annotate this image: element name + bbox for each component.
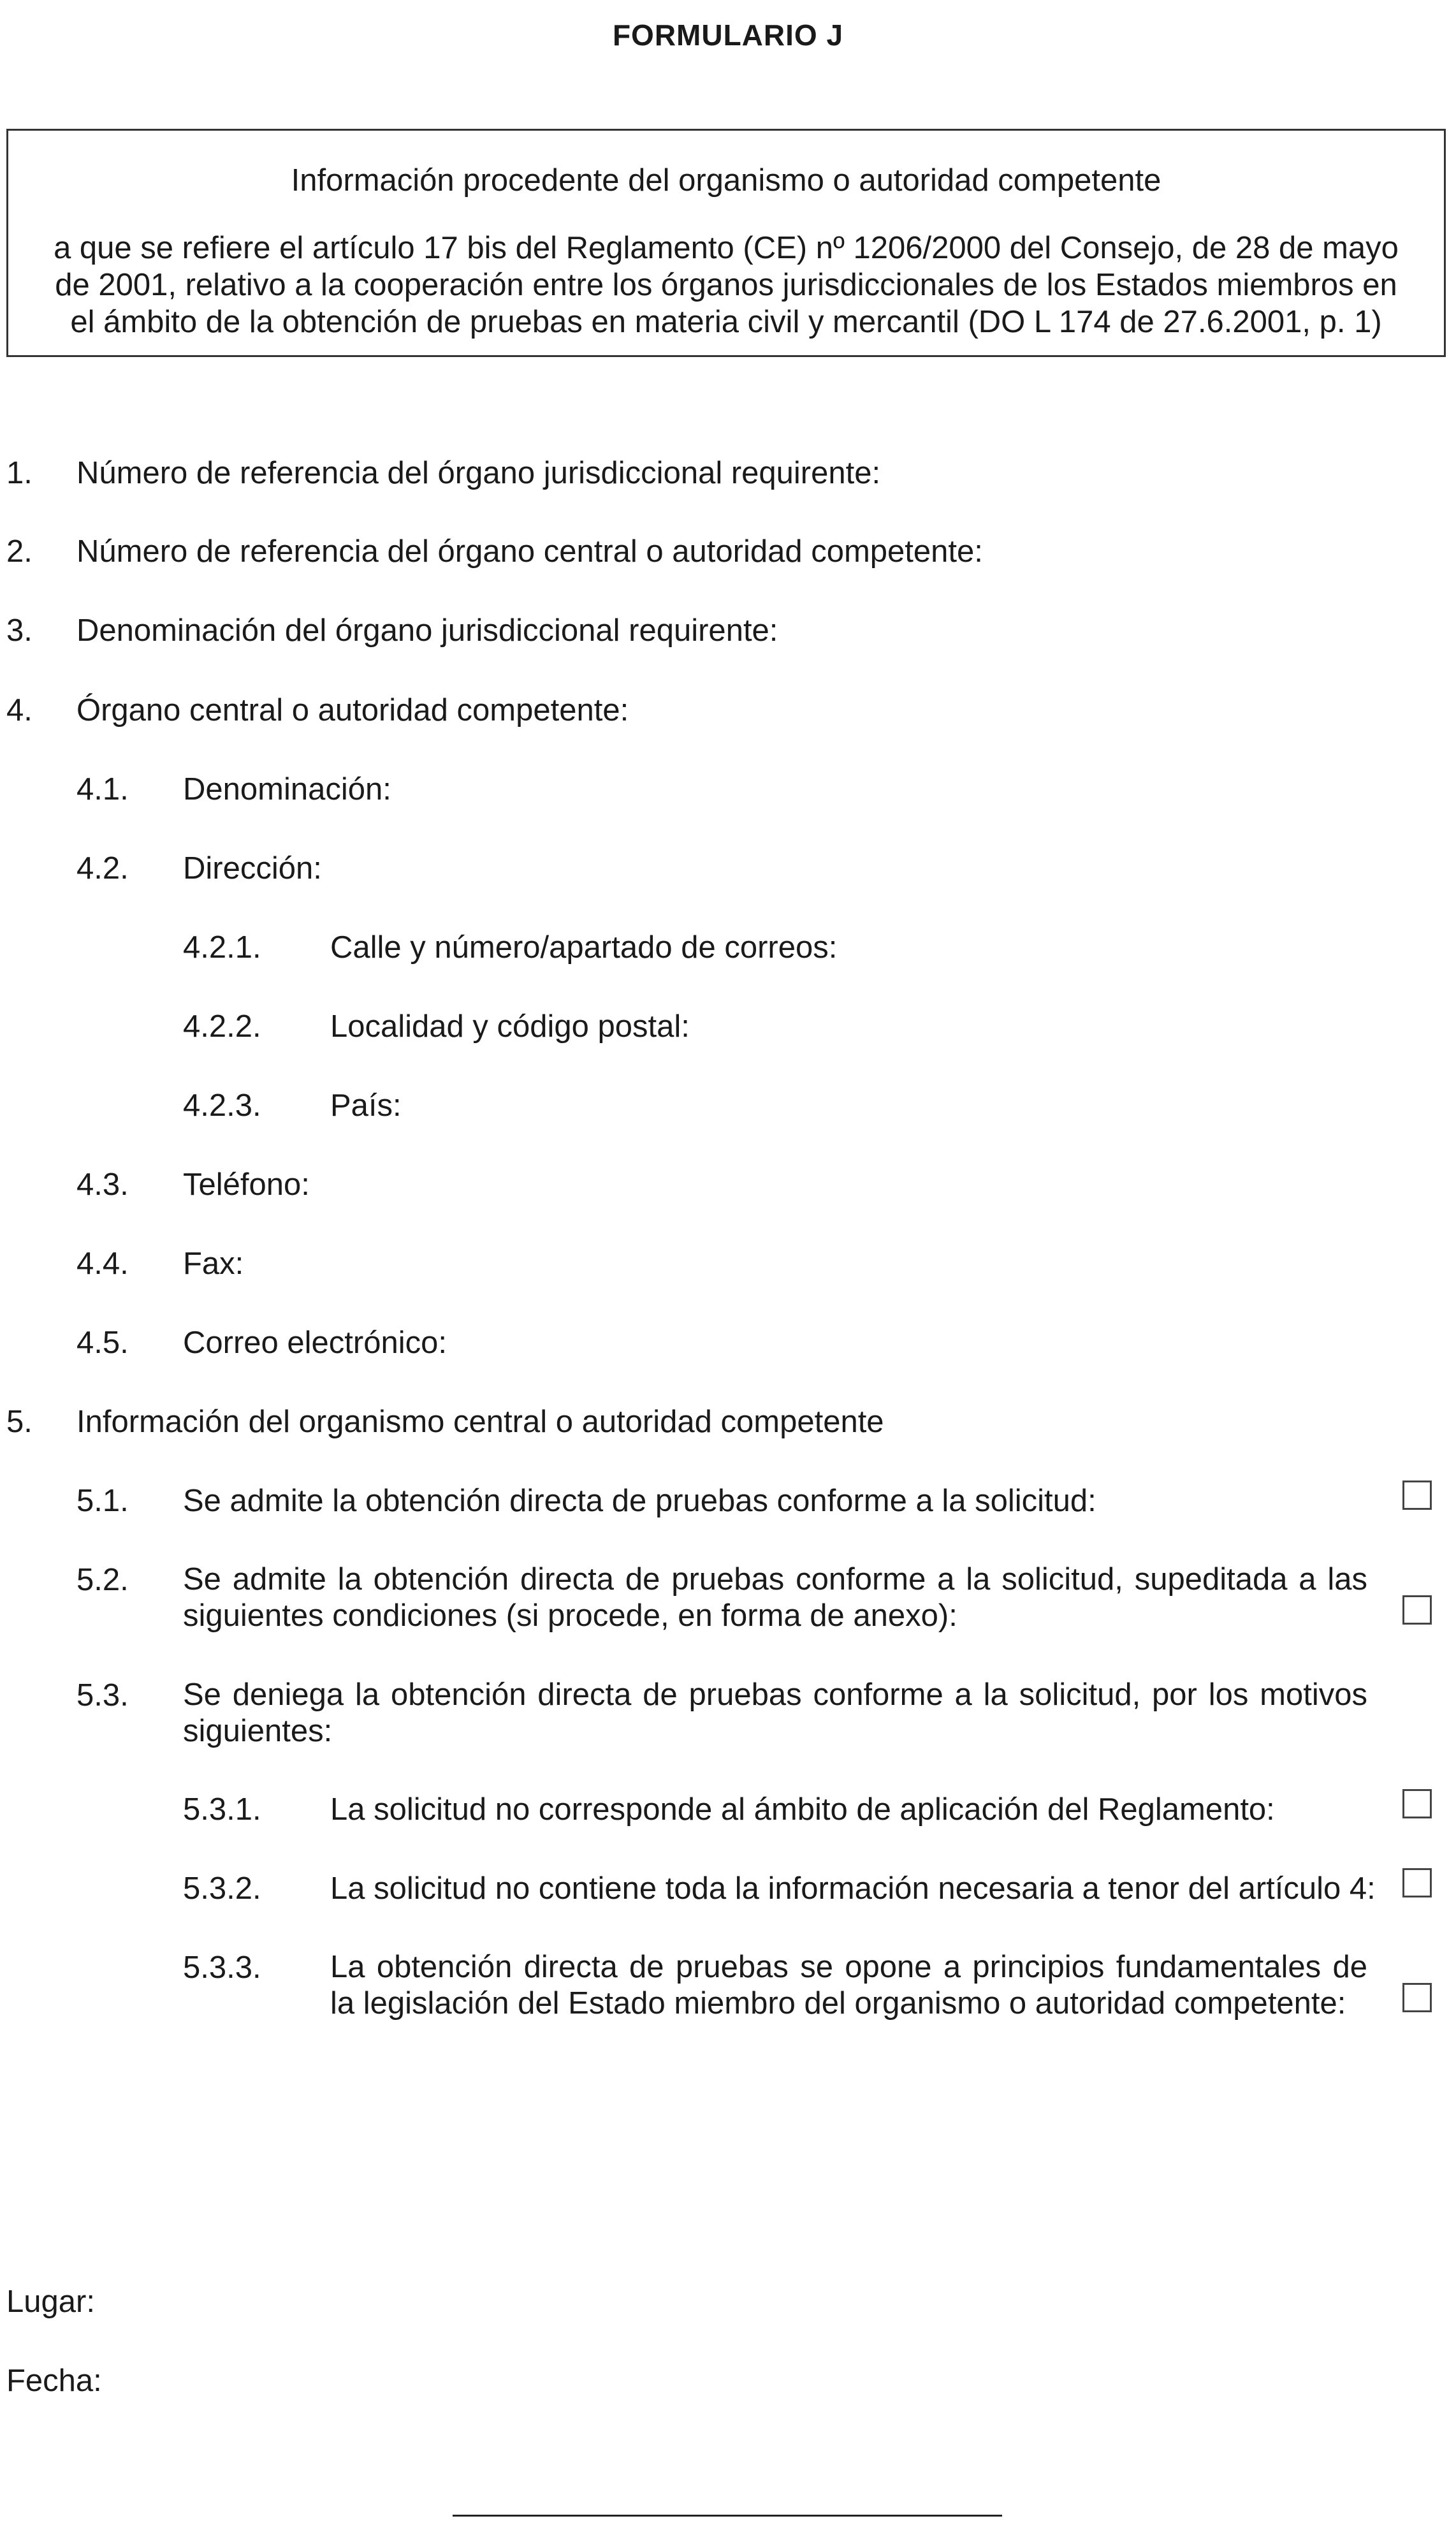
item-5-3-1-checkbox[interactable] xyxy=(1402,1789,1432,1818)
item-4-5-number: 4.5. xyxy=(76,1326,129,1360)
item-5-1-number: 5.1. xyxy=(76,1484,129,1518)
form-title: FORMULARIO J xyxy=(612,18,844,52)
item-5-3-2-number: 5.3.2. xyxy=(183,1871,261,1906)
header-regulation-reference: a que se refiere el artículo 17 bis del Reglamento (CE) nº 1206/2000 del Consejo, de 28 de mayo de 2001, relativo a la cooperación entre los órganos jurisdiccionales de los Estados miembros en el ámbito de la obtención de pruebas en materia civil y mercantil (DO L 174 de 27.6.2001, p. 1) xyxy=(54,231,1399,339)
item-4-4-number: 4.4. xyxy=(76,1247,129,1281)
item-4-2-label: Dirección: xyxy=(183,851,322,886)
item-4-2-2-number: 4.2.2. xyxy=(183,1009,261,1044)
item-5-2-label: Se admite la obtención directa de pruebas conforme a la solicitud, supeditada a las siguientes condiciones (si procede, en forma de anexo): xyxy=(183,1562,1367,1633)
item-4-label: Órgano central o autoridad competente: xyxy=(76,693,629,727)
item-1-label: Número de referencia del órgano jurisdiccional requirente: xyxy=(76,456,881,490)
item-4-2-1-number: 4.2.1. xyxy=(183,930,261,965)
item-5-3-2-checkbox[interactable] xyxy=(1402,1868,1432,1897)
header-subtitle: Información procedente del organismo o autoridad competente xyxy=(291,163,1161,198)
item-4-3-label: Teléfono: xyxy=(183,1167,310,1202)
item-5-3-1-label: La solicitud no corresponde al ámbito de aplicación del Reglamento: xyxy=(330,1792,1275,1827)
item-5-label: Información del organismo central o autoridad competente xyxy=(76,1405,884,1439)
item-1-number: 1. xyxy=(6,456,33,490)
item-4-2-1-label: Calle y número/apartado de correos: xyxy=(330,930,838,965)
item-4-3-number: 4.3. xyxy=(76,1167,129,1202)
item-5-3-number: 5.3. xyxy=(76,1678,129,1713)
signature-line xyxy=(453,2515,1002,2517)
item-4-1-number: 4.1. xyxy=(76,772,129,807)
item-4-4-label: Fax: xyxy=(183,1247,244,1281)
item-5-3-3-number: 5.3.3. xyxy=(183,1950,261,1985)
item-5-number: 5. xyxy=(6,1405,33,1439)
item-4-2-3-number: 4.2.3. xyxy=(183,1088,261,1123)
item-4-2-3-label: País: xyxy=(330,1088,402,1123)
item-5-3-2-label: La solicitud no contiene toda la información necesaria a tenor del artículo 4: xyxy=(330,1871,1376,1906)
item-5-2-number: 5.2. xyxy=(76,1563,129,1597)
item-2-label: Número de referencia del órgano central o autoridad competente: xyxy=(76,534,983,569)
item-5-3-3-checkbox[interactable] xyxy=(1402,1983,1432,2012)
place-label: Lugar: xyxy=(6,2285,95,2319)
item-5-3-1-number: 5.3.1. xyxy=(183,1792,261,1827)
item-5-1-checkbox[interactable] xyxy=(1402,1481,1432,1510)
item-2-number: 2. xyxy=(6,534,33,569)
date-label: Fecha: xyxy=(6,2364,102,2398)
item-4-5-label: Correo electrónico: xyxy=(183,1326,447,1360)
item-5-2-checkbox[interactable] xyxy=(1402,1595,1432,1625)
header-box xyxy=(6,129,1446,357)
item-4-2-number: 4.2. xyxy=(76,851,129,886)
item-4-1-label: Denominación: xyxy=(183,772,391,807)
item-4-number: 4. xyxy=(6,693,33,727)
item-5-3-3-label: La obtención directa de pruebas se opone a principios fundamentales de la legislación del Estado miembro del organismo o autoridad competente: xyxy=(330,1950,1367,2021)
item-3-label: Denominación del órgano jurisdiccional requirente: xyxy=(76,613,778,648)
item-3-number: 3. xyxy=(6,613,33,648)
item-4-2-2-label: Localidad y código postal: xyxy=(330,1009,690,1044)
item-5-3-label: Se deniega la obtención directa de pruebas conforme a la solicitud, por los motivos siguientes: xyxy=(183,1678,1367,1748)
item-5-1-label: Se admite la obtención directa de pruebas conforme a la solicitud: xyxy=(183,1484,1096,1518)
